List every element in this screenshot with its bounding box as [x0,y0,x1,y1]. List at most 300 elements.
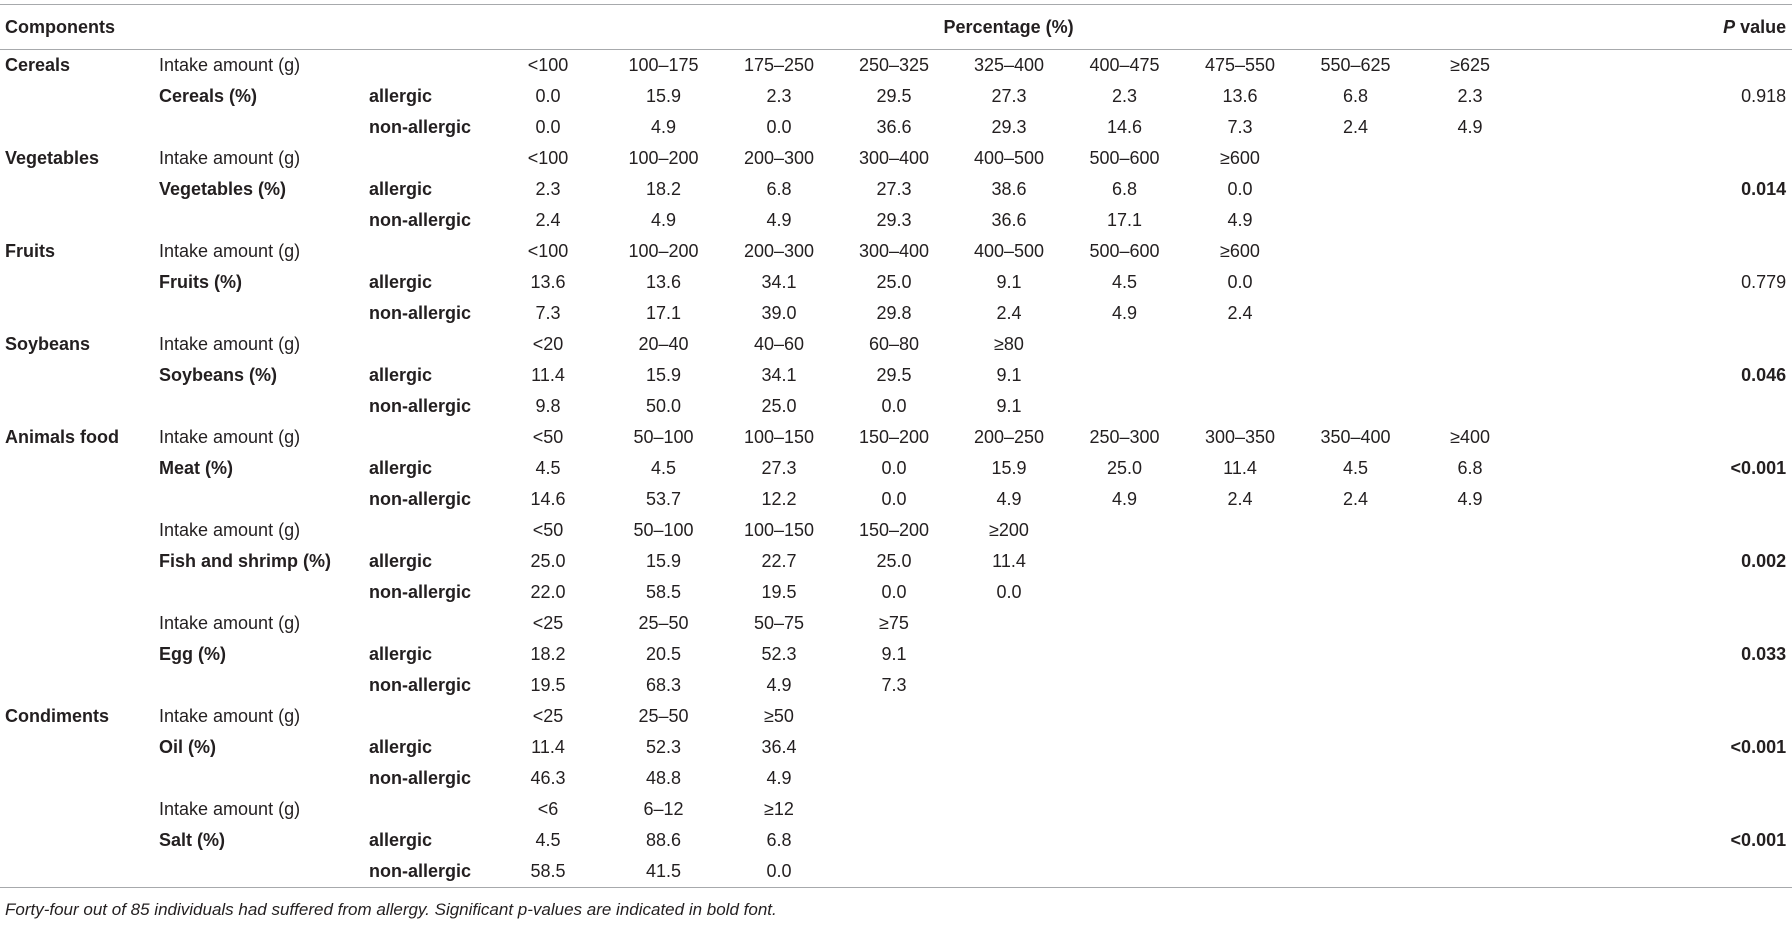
value-cell [1181,360,1299,391]
p-value-cell: 0.014 [1741,179,1787,199]
value-cell: 13.6 [530,272,566,292]
p-value-cell [1528,143,1792,174]
value-cell: 2.3 [535,179,561,199]
value-cell: 12.2 [761,489,797,509]
value-cell: 27.3 [991,86,1027,106]
value-cell [950,670,1068,701]
p-value-cell [1528,794,1792,825]
p-value-cell: 0.046 [1741,365,1787,385]
value-cell [1068,856,1181,888]
value-cell: 17.1 [645,303,682,323]
value-cell: 25.0 [761,396,797,416]
value-cell: ≥400 [1450,427,1491,447]
table-row [0,577,1792,608]
value-cell: <25 [532,706,564,726]
value-cell: 46.3 [530,768,566,788]
value-cell [1181,608,1299,639]
value-cell: 500–600 [1089,241,1160,261]
table-row [0,174,1792,205]
value-cell [1299,236,1412,267]
value-cell [1412,267,1528,298]
subcomponent-cell: Intake amount (g) [159,520,301,540]
value-cell: 14.6 [530,489,566,509]
value-cell: 36.6 [876,117,912,137]
group-cell: allergic [369,737,433,757]
value-cell: 250–300 [1089,427,1160,447]
subcomponent-cell [159,484,369,515]
value-cell [1299,670,1412,701]
value-cell [1412,143,1528,174]
component-cell: Soybeans [5,334,91,354]
component-cell: Cereals [5,55,71,75]
value-cell [1412,174,1528,205]
value-cell [1299,515,1412,546]
value-cell: 2.4 [1342,489,1369,509]
value-cell: <6 [537,799,559,819]
group-cell: non-allergic [369,582,472,602]
value-cell: 4.9 [1227,210,1253,230]
group-cell: non-allergic [369,675,472,695]
value-cell: 0.0 [766,117,792,137]
value-cell [950,701,1068,732]
header-components: Components [5,17,115,37]
value-cell [1068,670,1181,701]
value-cell [1181,856,1299,888]
value-cell [1412,329,1528,360]
value-cell: 29.3 [876,210,912,230]
value-cell [838,794,950,825]
value-cell: 25.0 [1106,458,1143,478]
value-cell: 0.0 [881,489,907,509]
value-cell: 11.4 [531,737,565,757]
value-cell [1068,391,1181,422]
table-row [0,639,1792,670]
value-cell: 4.5 [535,830,561,850]
value-cell: 34.1 [761,365,797,385]
p-value-cell: 0.033 [1741,644,1787,664]
group-cell [369,608,489,639]
value-cell [1068,639,1181,670]
value-cell: 18.2 [645,179,682,199]
value-cell: 19.5 [530,675,566,695]
value-cell: <100 [527,148,569,168]
value-cell [1412,298,1528,329]
value-cell [1181,329,1299,360]
value-cell: 39.0 [761,303,797,323]
p-value-cell [1528,329,1792,360]
subcomponent-cell: Salt (%) [159,830,226,850]
value-cell: 9.1 [996,365,1022,385]
p-value-cell: 0.918 [1741,86,1787,106]
subcomponent-cell [159,577,369,608]
p-value-cell [1528,701,1792,732]
value-cell: 4.5 [650,458,677,478]
header-blank-sub [159,5,369,50]
value-cell: 475–550 [1204,55,1276,75]
p-value-cell [1528,670,1792,701]
value-cell: 52.3 [645,737,682,757]
group-cell: allergic [369,644,433,664]
value-cell: 50–100 [633,520,694,540]
group-cell [369,794,489,825]
subcomponent-cell [159,763,369,794]
value-cell: 200–300 [743,241,815,261]
value-cell: 2.3 [1111,86,1138,106]
component-cell [0,856,159,888]
value-cell [1299,174,1412,205]
component-cell [0,794,159,825]
value-cell [1181,391,1299,422]
value-cell: 2.3 [1457,86,1483,106]
value-cell: 6.8 [766,179,792,199]
value-cell: <50 [532,427,564,447]
subcomponent-cell [159,112,369,143]
value-cell: 100–200 [628,241,699,261]
value-cell: 58.5 [530,861,566,881]
value-cell: 300–400 [858,241,930,261]
value-cell [1299,391,1412,422]
component-cell [0,546,159,577]
table-row [0,546,1792,577]
group-cell: allergic [369,86,433,106]
value-cell: 25.0 [876,551,912,571]
component-cell [0,205,159,236]
value-cell [1412,515,1528,546]
value-cell [1412,577,1528,608]
value-cell: 20–40 [638,334,689,354]
value-cell [1299,701,1412,732]
subcomponent-cell: Intake amount (g) [159,799,301,819]
value-cell [838,825,950,856]
value-cell: 60–80 [868,334,920,354]
value-cell: 13.6 [1222,86,1258,106]
value-cell: 4.9 [996,489,1022,509]
table-row [0,236,1792,267]
subcomponent-cell: Intake amount (g) [159,706,301,726]
subcomponent-cell: Intake amount (g) [159,427,301,447]
value-cell: 325–400 [973,55,1045,75]
value-cell: 17.1 [1106,210,1143,230]
value-cell: 2.4 [1342,117,1369,137]
p-value-cell: <0.001 [1730,737,1787,757]
group-cell [369,50,489,82]
value-cell: 400–475 [1089,55,1160,75]
subcomponent-cell: Fish and shrimp (%) [159,551,332,571]
value-cell [1181,577,1299,608]
component-cell [0,484,159,515]
value-cell [1068,329,1181,360]
value-cell: 27.3 [876,179,912,199]
value-cell [950,639,1068,670]
table-row [0,825,1792,856]
value-cell: 4.9 [766,675,792,695]
subcomponent-cell: Meat (%) [159,458,234,478]
group-cell: allergic [369,179,433,199]
subcomponent-cell [159,205,369,236]
group-cell: non-allergic [369,489,472,509]
value-cell: 58.5 [645,582,682,602]
component-cell [0,298,159,329]
value-cell: 22.7 [761,551,797,571]
component-cell [0,267,159,298]
value-cell: 150–200 [858,520,930,540]
group-cell: non-allergic [369,768,472,788]
value-cell: 52.3 [761,644,797,664]
value-cell: 350–400 [1320,427,1391,447]
value-cell: 88.6 [645,830,682,850]
value-cell: 15.9 [991,458,1027,478]
group-cell: non-allergic [369,303,472,323]
value-cell: 11.4 [992,551,1026,571]
p-value-cell [1528,484,1792,515]
value-cell: 150–200 [858,427,930,447]
value-cell [1299,329,1412,360]
value-cell [950,794,1068,825]
value-cell [1299,608,1412,639]
value-cell [1412,670,1528,701]
value-cell: 4.9 [1111,489,1138,509]
value-cell [1068,732,1181,763]
value-cell: 34.1 [761,272,797,292]
value-cell [950,856,1068,888]
value-cell [950,763,1068,794]
value-cell [1412,360,1528,391]
component-cell [0,360,159,391]
p-value-cell: <0.001 [1730,458,1787,478]
value-cell: 400–500 [973,148,1045,168]
value-cell: 6.8 [766,830,792,850]
value-cell [1181,670,1299,701]
table-row [0,81,1792,112]
value-cell [1412,856,1528,888]
table-row [0,763,1792,794]
value-cell: 4.5 [535,458,561,478]
value-cell [1068,608,1181,639]
group-cell [369,701,489,732]
value-cell: 0.0 [535,86,561,106]
group-cell [369,329,489,360]
value-cell: 200–300 [743,148,815,168]
value-cell [838,856,950,888]
value-cell: 4.9 [1457,489,1483,509]
value-cell: 9.1 [996,396,1022,416]
p-value-cell: <0.001 [1730,830,1787,850]
value-cell: 250–325 [858,55,930,75]
value-cell [1068,515,1181,546]
component-cell [0,639,159,670]
subcomponent-cell: Intake amount (g) [159,241,301,261]
value-cell: 100–200 [628,148,699,168]
value-cell: 2.4 [535,210,561,230]
value-cell [1412,825,1528,856]
value-cell [1181,701,1299,732]
value-cell: 7.3 [1227,117,1253,137]
table-row [0,515,1792,546]
table-row [0,670,1792,701]
value-cell: 40–60 [753,334,805,354]
table-body [0,50,1792,888]
component-cell [0,174,159,205]
value-cell: 0.0 [881,396,907,416]
subcomponent-cell: Egg (%) [159,644,226,664]
value-cell: 29.3 [991,117,1027,137]
value-cell: 6–12 [643,799,684,819]
component-cell [0,732,159,763]
p-value-cell [1528,298,1792,329]
value-cell: 29.8 [876,303,912,323]
component-cell: Condiments [5,706,110,726]
value-cell: 29.5 [876,86,912,106]
value-cell [1412,546,1528,577]
value-cell [1299,143,1412,174]
component-cell [0,763,159,794]
component-cell [0,391,159,422]
value-cell: 25–50 [638,613,689,633]
value-cell: 36.4 [761,737,797,757]
value-cell [1412,391,1528,422]
value-cell [1068,794,1181,825]
value-cell [838,701,950,732]
p-value-cell [1528,205,1792,236]
group-cell: allergic [369,830,433,850]
value-cell: 15.9 [645,551,682,571]
table-row [0,422,1792,453]
group-cell [369,422,489,453]
value-cell: 11.4 [1223,458,1257,478]
value-cell [1068,825,1181,856]
value-cell [950,608,1068,639]
value-cell: 550–625 [1320,55,1391,75]
table-row [0,732,1792,763]
value-cell: 50–100 [633,427,694,447]
group-cell: allergic [369,272,433,292]
value-cell: 300–350 [1204,427,1276,447]
value-cell: 50–75 [753,613,805,633]
component-cell [0,825,159,856]
value-cell: 0.0 [881,582,907,602]
value-cell: 25.0 [876,272,912,292]
header-row [0,5,1792,50]
table-row [0,484,1792,515]
table-row [0,391,1792,422]
component-cell [0,608,159,639]
table-row [0,112,1792,143]
value-cell: 0.0 [881,458,907,478]
header-blank-group [369,5,489,50]
value-cell [1299,856,1412,888]
value-cell: 50.0 [645,396,682,416]
table-row [0,329,1792,360]
p-value-cell [1528,112,1792,143]
value-cell: <100 [527,241,569,261]
value-cell [1181,825,1299,856]
group-cell: allergic [369,365,433,385]
group-cell [369,236,489,267]
group-cell: non-allergic [369,861,472,881]
component-cell: Fruits [5,241,56,261]
table-row [0,608,1792,639]
group-cell: non-allergic [369,210,472,230]
value-cell [1412,794,1528,825]
value-cell: 2.3 [766,86,792,106]
group-cell: non-allergic [369,396,472,416]
value-cell: 53.7 [645,489,682,509]
value-cell: 41.5 [645,861,682,881]
component-cell [0,453,159,484]
value-cell: 4.9 [1457,117,1483,137]
p-value-cell [1528,50,1792,82]
value-cell: ≥50 [764,706,794,726]
data-table [0,4,1792,888]
value-cell [1299,794,1412,825]
header-percentage: Percentage (%) [943,17,1074,37]
subcomponent-cell: Soybeans (%) [159,365,278,385]
value-cell [1068,577,1181,608]
group-cell: allergic [369,458,433,478]
table-row [0,701,1792,732]
value-cell [1412,205,1528,236]
value-cell: 100–150 [743,427,815,447]
p-value-cell [1528,236,1792,267]
value-cell [1181,639,1299,670]
value-cell: 6.8 [1111,179,1138,199]
value-cell: 0.0 [1227,179,1253,199]
value-cell: 100–175 [628,55,699,75]
value-cell: 36.6 [991,210,1027,230]
value-cell: 175–250 [743,55,815,75]
value-cell: 6.8 [1342,86,1369,106]
value-cell: 11.4 [531,365,565,385]
value-cell [1181,732,1299,763]
value-cell: 38.6 [991,179,1027,199]
value-cell [1412,763,1528,794]
value-cell [1181,763,1299,794]
value-cell [1299,267,1412,298]
value-cell: 2.4 [1227,303,1253,323]
value-cell [1412,639,1528,670]
value-cell [1412,608,1528,639]
component-cell [0,515,159,546]
component-cell [0,112,159,143]
value-cell [1068,546,1181,577]
component-cell [0,81,159,112]
table-row [0,794,1792,825]
subcomponent-cell: Intake amount (g) [159,148,301,168]
value-cell: 0.0 [1227,272,1253,292]
value-cell [1068,360,1181,391]
table-row [0,267,1792,298]
value-cell: 9.1 [996,272,1022,292]
value-cell: 68.3 [645,675,682,695]
value-cell: 300–400 [858,148,930,168]
value-cell [1412,701,1528,732]
value-cell: ≥200 [989,520,1029,540]
component-cell: Vegetables [5,148,100,168]
p-value-cell [1528,422,1792,453]
value-cell: 4.5 [1111,272,1138,292]
value-cell: 15.9 [645,86,682,106]
value-cell [1181,515,1299,546]
value-cell [1299,546,1412,577]
value-cell: 4.9 [650,210,677,230]
value-cell: 4.9 [766,210,792,230]
value-cell: 13.6 [645,272,682,292]
value-cell: 25.0 [530,551,566,571]
value-cell [1299,360,1412,391]
value-cell [1412,236,1528,267]
table-footnote: Forty-four out of 85 individuals had suffered from allergy. Significant p-values are indicated in bold font. [5,900,777,919]
group-cell: allergic [369,551,433,571]
